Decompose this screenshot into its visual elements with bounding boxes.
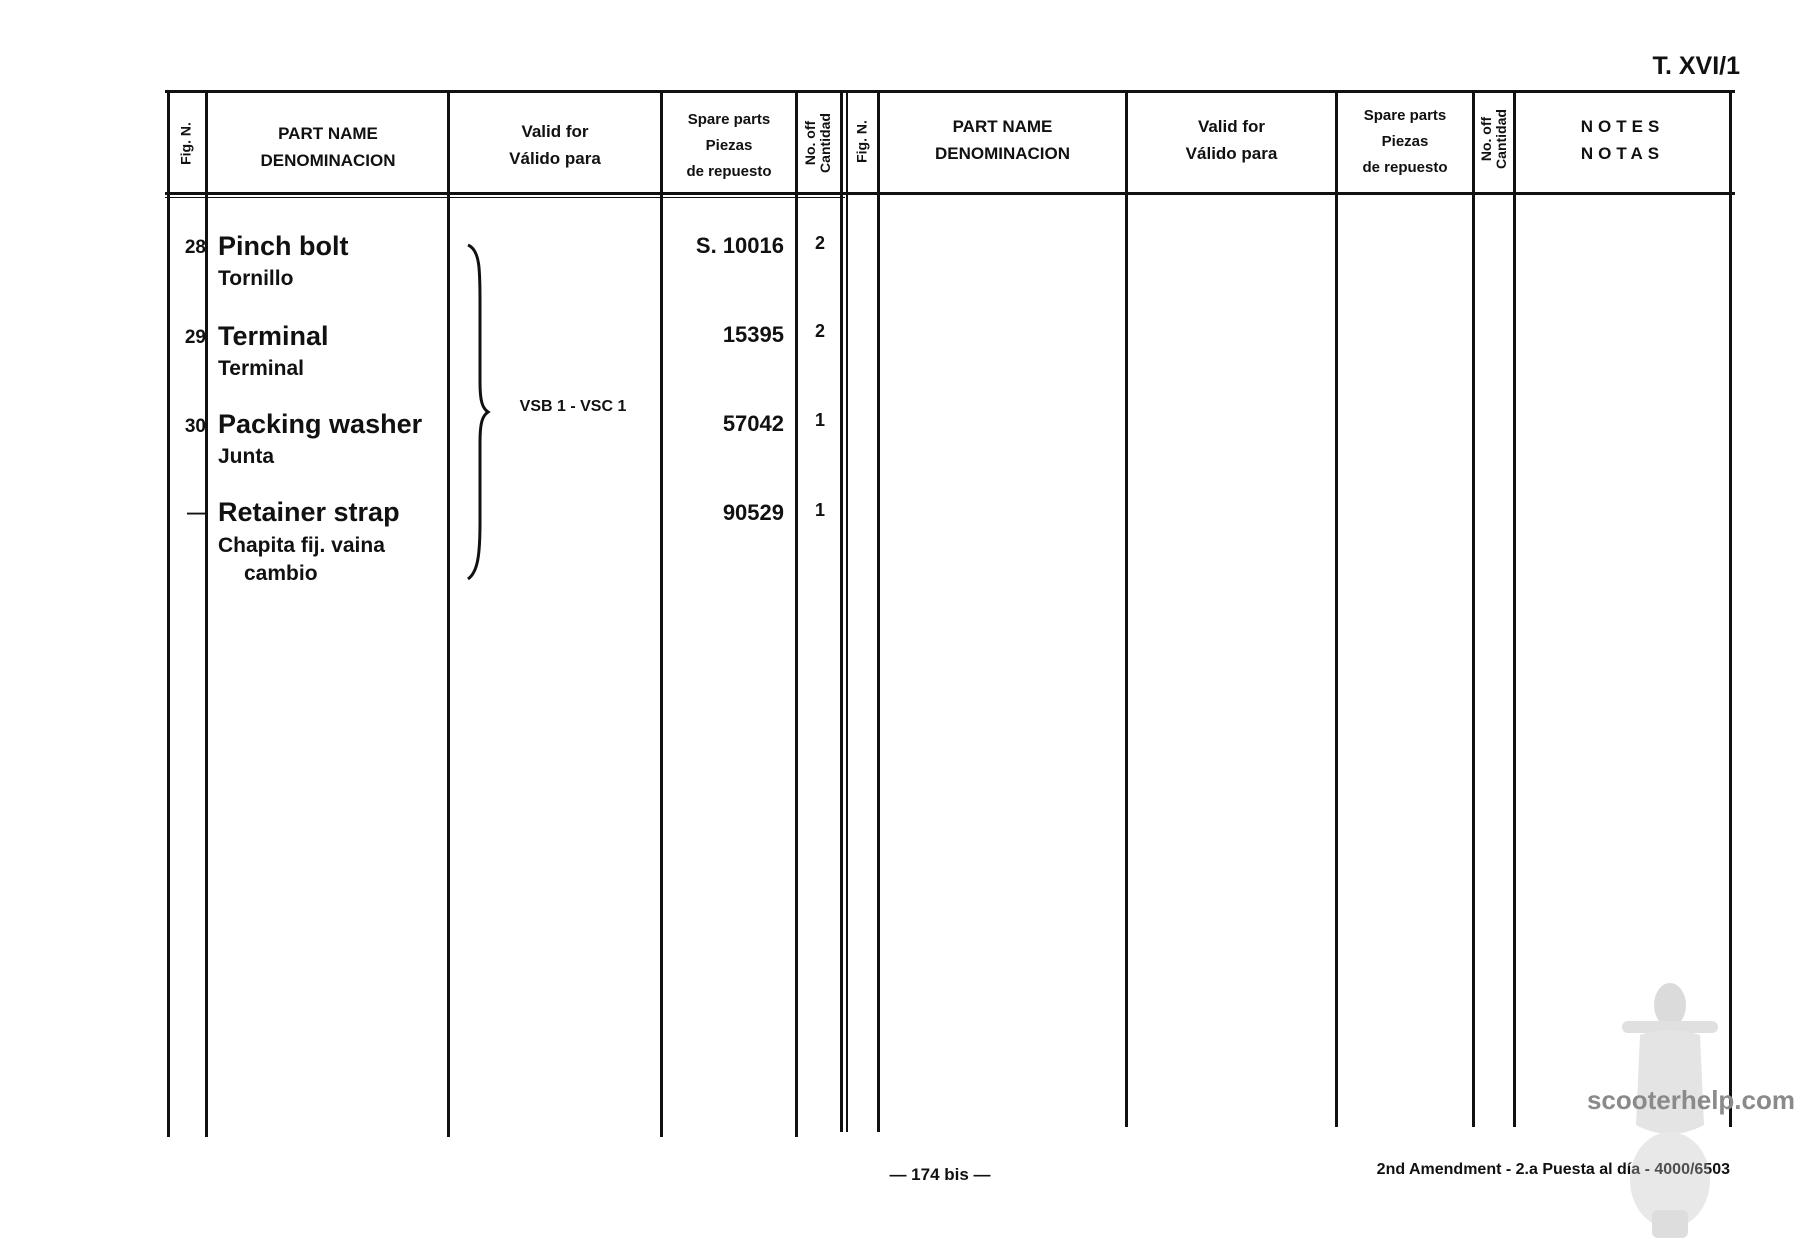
column-divider	[447, 92, 450, 1137]
table-reference: T. XVI/1	[1652, 52, 1740, 80]
row-part-name-es: Terminal	[218, 357, 304, 380]
header-valid-for-en-right: Valid for	[1197, 117, 1266, 136]
header-valid-for-en: Valid for	[521, 122, 589, 141]
column-divider	[1472, 92, 1475, 1127]
header-notes-en: NOTES	[1580, 117, 1665, 136]
row-fig-no: —	[187, 503, 206, 524]
header-spare-parts-es1: Piezas	[705, 137, 753, 154]
header-fig-no: Fig. N.	[177, 122, 194, 165]
header-qty-es-right: Cantidad	[1493, 109, 1509, 169]
header-part-name-es: DENOMINACION	[260, 151, 396, 170]
row-part-number: 90529	[722, 500, 784, 525]
row-quantity: 1	[814, 410, 825, 430]
page-number: — 174 bis —	[889, 1165, 991, 1184]
header-valid-for	[450, 118, 660, 172]
header-spare-parts	[663, 107, 795, 185]
header-valid-for-es-right: Válido para	[1185, 144, 1278, 163]
row-part-name-en: Packing washer	[218, 409, 423, 439]
header-part-name-es-right: DENOMINACION	[934, 144, 1071, 163]
column-divider	[1513, 92, 1516, 1127]
header-notes	[1516, 113, 1729, 167]
row-part-number: S. 10016	[695, 233, 784, 258]
row-fig-no: 30	[184, 416, 206, 437]
header-qty	[803, 93, 833, 193]
header-part-name	[210, 120, 446, 174]
header-notes-es: NOTAS	[1580, 144, 1665, 163]
row-fig-no: 28	[184, 237, 206, 258]
group-brace	[458, 242, 498, 582]
header-part-name-en-right: PART NAME	[952, 117, 1053, 136]
header-bottom-rule	[165, 192, 1735, 195]
row-part-number: 15395	[722, 322, 784, 347]
column-divider	[1729, 92, 1732, 1127]
header-spare-parts-es2: de repuesto	[686, 163, 772, 180]
row-part-name-es-cont: cambio	[244, 562, 318, 585]
header-spare-parts-es2-right: de repuesto	[1362, 159, 1448, 176]
column-divider	[877, 92, 880, 1132]
header-qty-right	[1479, 89, 1509, 189]
header-qty-en: No. off	[802, 120, 818, 166]
header-spare-parts-en-right: Spare parts	[1363, 107, 1447, 124]
header-part-name-right	[880, 113, 1125, 167]
column-divider	[1125, 92, 1128, 1127]
row-part-name-en: Pinch bolt	[218, 231, 349, 261]
row-part-number: 57042	[722, 411, 784, 436]
footer-amendment: 2nd Amendment - 2.a Puesta al día - 4000/6503	[1376, 1161, 1730, 1178]
header-spare-parts-en: Spare parts	[687, 111, 771, 128]
header-valid-for-es: Válido para	[509, 149, 601, 168]
header-spare-parts-right	[1338, 103, 1472, 181]
column-divider	[846, 92, 848, 1132]
column-divider	[1335, 92, 1338, 1127]
header-bottom-rule-2	[165, 197, 845, 198]
row-part-name-es: Junta	[218, 445, 275, 468]
row-part-name-en: Retainer strap	[218, 497, 400, 527]
valid-for-models: VSB 1 - VSC 1	[519, 398, 627, 415]
header-valid-for-right	[1128, 113, 1335, 167]
column-divider	[795, 92, 798, 1137]
row-part-name-es: Chapita fij. vaina	[218, 534, 385, 557]
row-fig-no: 29	[184, 327, 206, 348]
column-divider	[840, 92, 843, 1132]
header-qty-en-right: No. off	[1478, 116, 1494, 162]
row-part-name-en: Terminal	[218, 321, 329, 351]
header-part-name-en: PART NAME	[278, 124, 378, 143]
row-quantity: 1	[814, 500, 825, 520]
watermark-text: scooterhelp.com	[1586, 1085, 1795, 1115]
header-qty-es: Cantidad	[817, 113, 833, 173]
row-quantity: 2	[814, 321, 825, 341]
row-quantity: 2	[814, 233, 825, 253]
column-divider	[660, 92, 663, 1137]
header-spare-parts-es1-right: Piezas	[1381, 133, 1429, 150]
header-fig-no-right: Fig. N.	[853, 120, 870, 163]
row-part-name-es: Tornillo	[218, 267, 294, 290]
